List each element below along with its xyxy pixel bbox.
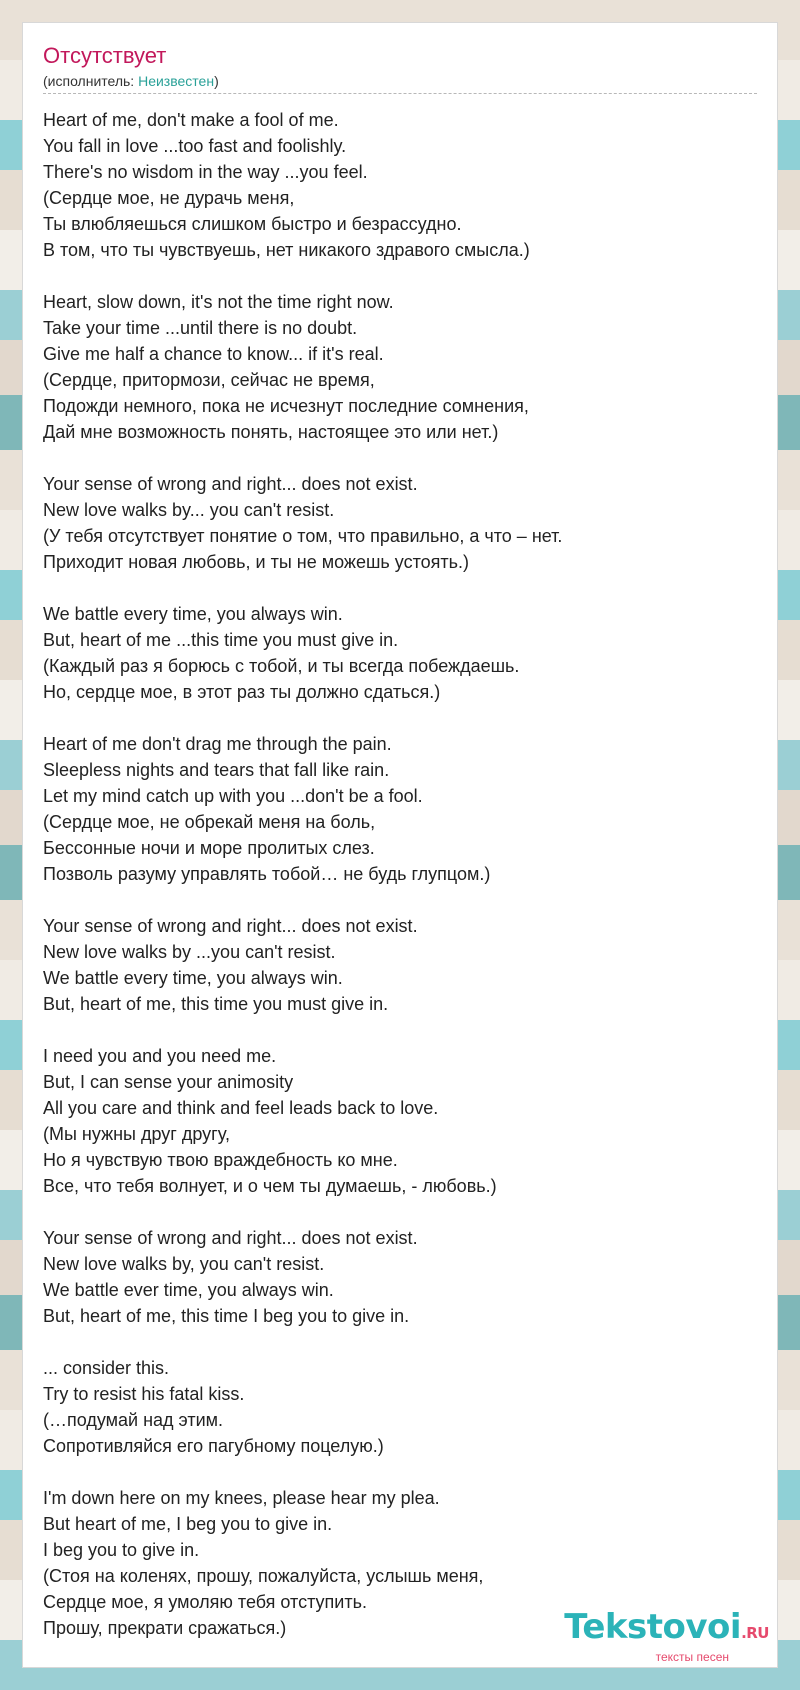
lyric-line: There's no wisdom in the way ...you feel. <box>43 162 368 182</box>
lyric-line: Let my mind catch up with you ...don't be a fool. <box>43 786 423 806</box>
lyric-line: Но, сердце мое, в этот раз ты должно сдаться.) <box>43 682 441 702</box>
lyric-line: Ты влюбляешься слишком быстро и безрассудно. <box>43 214 462 234</box>
lyric-line: Your sense of wrong and right... does not exist. <box>43 916 418 936</box>
lyric-line: I'm down here on my knees, please hear my plea. <box>43 1488 440 1508</box>
artist-link[interactable]: Неизвестен <box>138 73 215 89</box>
stanza-break <box>43 263 743 289</box>
lyric-line: I beg you to give in. <box>43 1540 200 1560</box>
stanza-break <box>43 1459 743 1485</box>
stanza-break <box>43 705 743 731</box>
logo-tagline: тексты песен <box>655 1650 729 1664</box>
lyric-line: Give me half a chance to know... if it's real. <box>43 344 384 364</box>
stanza-break <box>43 1199 743 1225</box>
lyric-line: Прошу, прекрати сражаться.) <box>43 1618 287 1638</box>
lyric-line: Сердце мое, я умоляю тебя отступить. <box>43 1592 367 1612</box>
stanza-break <box>43 445 743 471</box>
logo-name: Tekstovoi <box>564 1607 742 1647</box>
lyrics-text <box>43 107 743 1641</box>
logo-wordmark <box>564 1609 769 1651</box>
lyric-line: New love walks by, you can't resist. <box>43 1254 325 1274</box>
lyric-line: But, heart of me, this time I beg you to give in. <box>43 1306 410 1326</box>
artist-prefix: (исполнитель: <box>43 73 139 89</box>
lyric-line: Your sense of wrong and right... does not exist. <box>43 474 418 494</box>
lyric-line: Try to resist his fatal kiss. <box>43 1384 245 1404</box>
stanza-break <box>43 887 743 913</box>
lyric-line: Heart of me don't drag me through the pain. <box>43 734 392 754</box>
lyric-line: В том, что ты чувствуешь, нет никакого здравого смысла.) <box>43 240 530 260</box>
lyric-line: You fall in love ...too fast and foolishly. <box>43 136 347 156</box>
lyric-line: Heart, slow down, it's not the time right now. <box>43 292 394 312</box>
lyric-line: Но я чувствую твою враждебность ко мне. <box>43 1150 398 1170</box>
stanza-break <box>43 575 743 601</box>
lyric-line: Бессонные ночи и море пролитых слез. <box>43 838 375 858</box>
stanza-break <box>43 1017 743 1043</box>
artist-suffix: ) <box>214 73 219 89</box>
artist-line <box>43 73 219 89</box>
lyric-line: (Сердце мое, не обрекай меня на боль, <box>43 812 376 832</box>
lyric-line: New love walks by ...you can't resist. <box>43 942 336 962</box>
site-logo[interactable] <box>564 1609 769 1663</box>
lyrics-card <box>22 22 778 1668</box>
lyric-line: Take your time ...until there is no doubt. <box>43 318 358 338</box>
lyric-line: But heart of me, I beg you to give in. <box>43 1514 333 1534</box>
lyric-line: (Сердце, притормози, сейчас не время, <box>43 370 375 390</box>
lyric-line: Heart of me, don't make a fool of me. <box>43 110 339 130</box>
song-title: Отсутствует <box>43 43 167 68</box>
lyric-line: But, heart of me, this time you must give in. <box>43 994 389 1014</box>
lyric-line: New love walks by... you can't resist. <box>43 500 335 520</box>
lyric-line: But, I can sense your animosity <box>43 1072 294 1092</box>
lyric-line: We battle ever time, you always win. <box>43 1280 334 1300</box>
lyric-line: ... consider this. <box>43 1358 170 1378</box>
lyric-line: Дай мне возможность понять, настоящее это или нет.) <box>43 422 499 442</box>
stanza-break <box>43 1329 743 1355</box>
lyric-line: We battle every time, you always win. <box>43 604 343 624</box>
lyric-line: We battle every time, you always win. <box>43 968 343 988</box>
lyric-line: Приходит новая любовь, и ты не можешь устоять.) <box>43 552 470 572</box>
lyric-line: (Мы нужны друг другу, <box>43 1124 230 1144</box>
lyric-line: (Каждый раз я борюсь с тобой, и ты всегда побеждаешь. <box>43 656 520 676</box>
lyric-line: Sleepless nights and tears that fall like rain. <box>43 760 390 780</box>
lyric-line: Подожди немного, пока не исчезнут последние сомнения, <box>43 396 529 416</box>
lyric-line: But, heart of me ...this time you must give in. <box>43 630 399 650</box>
lyric-line: (…подумай над этим. <box>43 1410 224 1430</box>
lyric-line: Сопротивляйся его пагубному поцелую.) <box>43 1436 384 1456</box>
logo-tld: .RU <box>741 1624 769 1642</box>
lyric-line: (Стоя на коленях, прошу, пожалуйста, услышь меня, <box>43 1566 484 1586</box>
lyric-line: Все, что тебя волнует, и о чем ты думаешь, - любовь.) <box>43 1176 497 1196</box>
header-divider <box>43 93 757 94</box>
lyric-line: I need you and you need me. <box>43 1046 277 1066</box>
lyric-line: (Сердце мое, не дурачь меня, <box>43 188 295 208</box>
lyric-line: (У тебя отсутствует понятие о том, что правильно, а что – нет. <box>43 526 563 546</box>
lyric-line: Позволь разуму управлять тобой… не будь глупцом.) <box>43 864 491 884</box>
lyric-line: Your sense of wrong and right... does not exist. <box>43 1228 418 1248</box>
lyric-line: All you care and think and feel leads back to love. <box>43 1098 439 1118</box>
